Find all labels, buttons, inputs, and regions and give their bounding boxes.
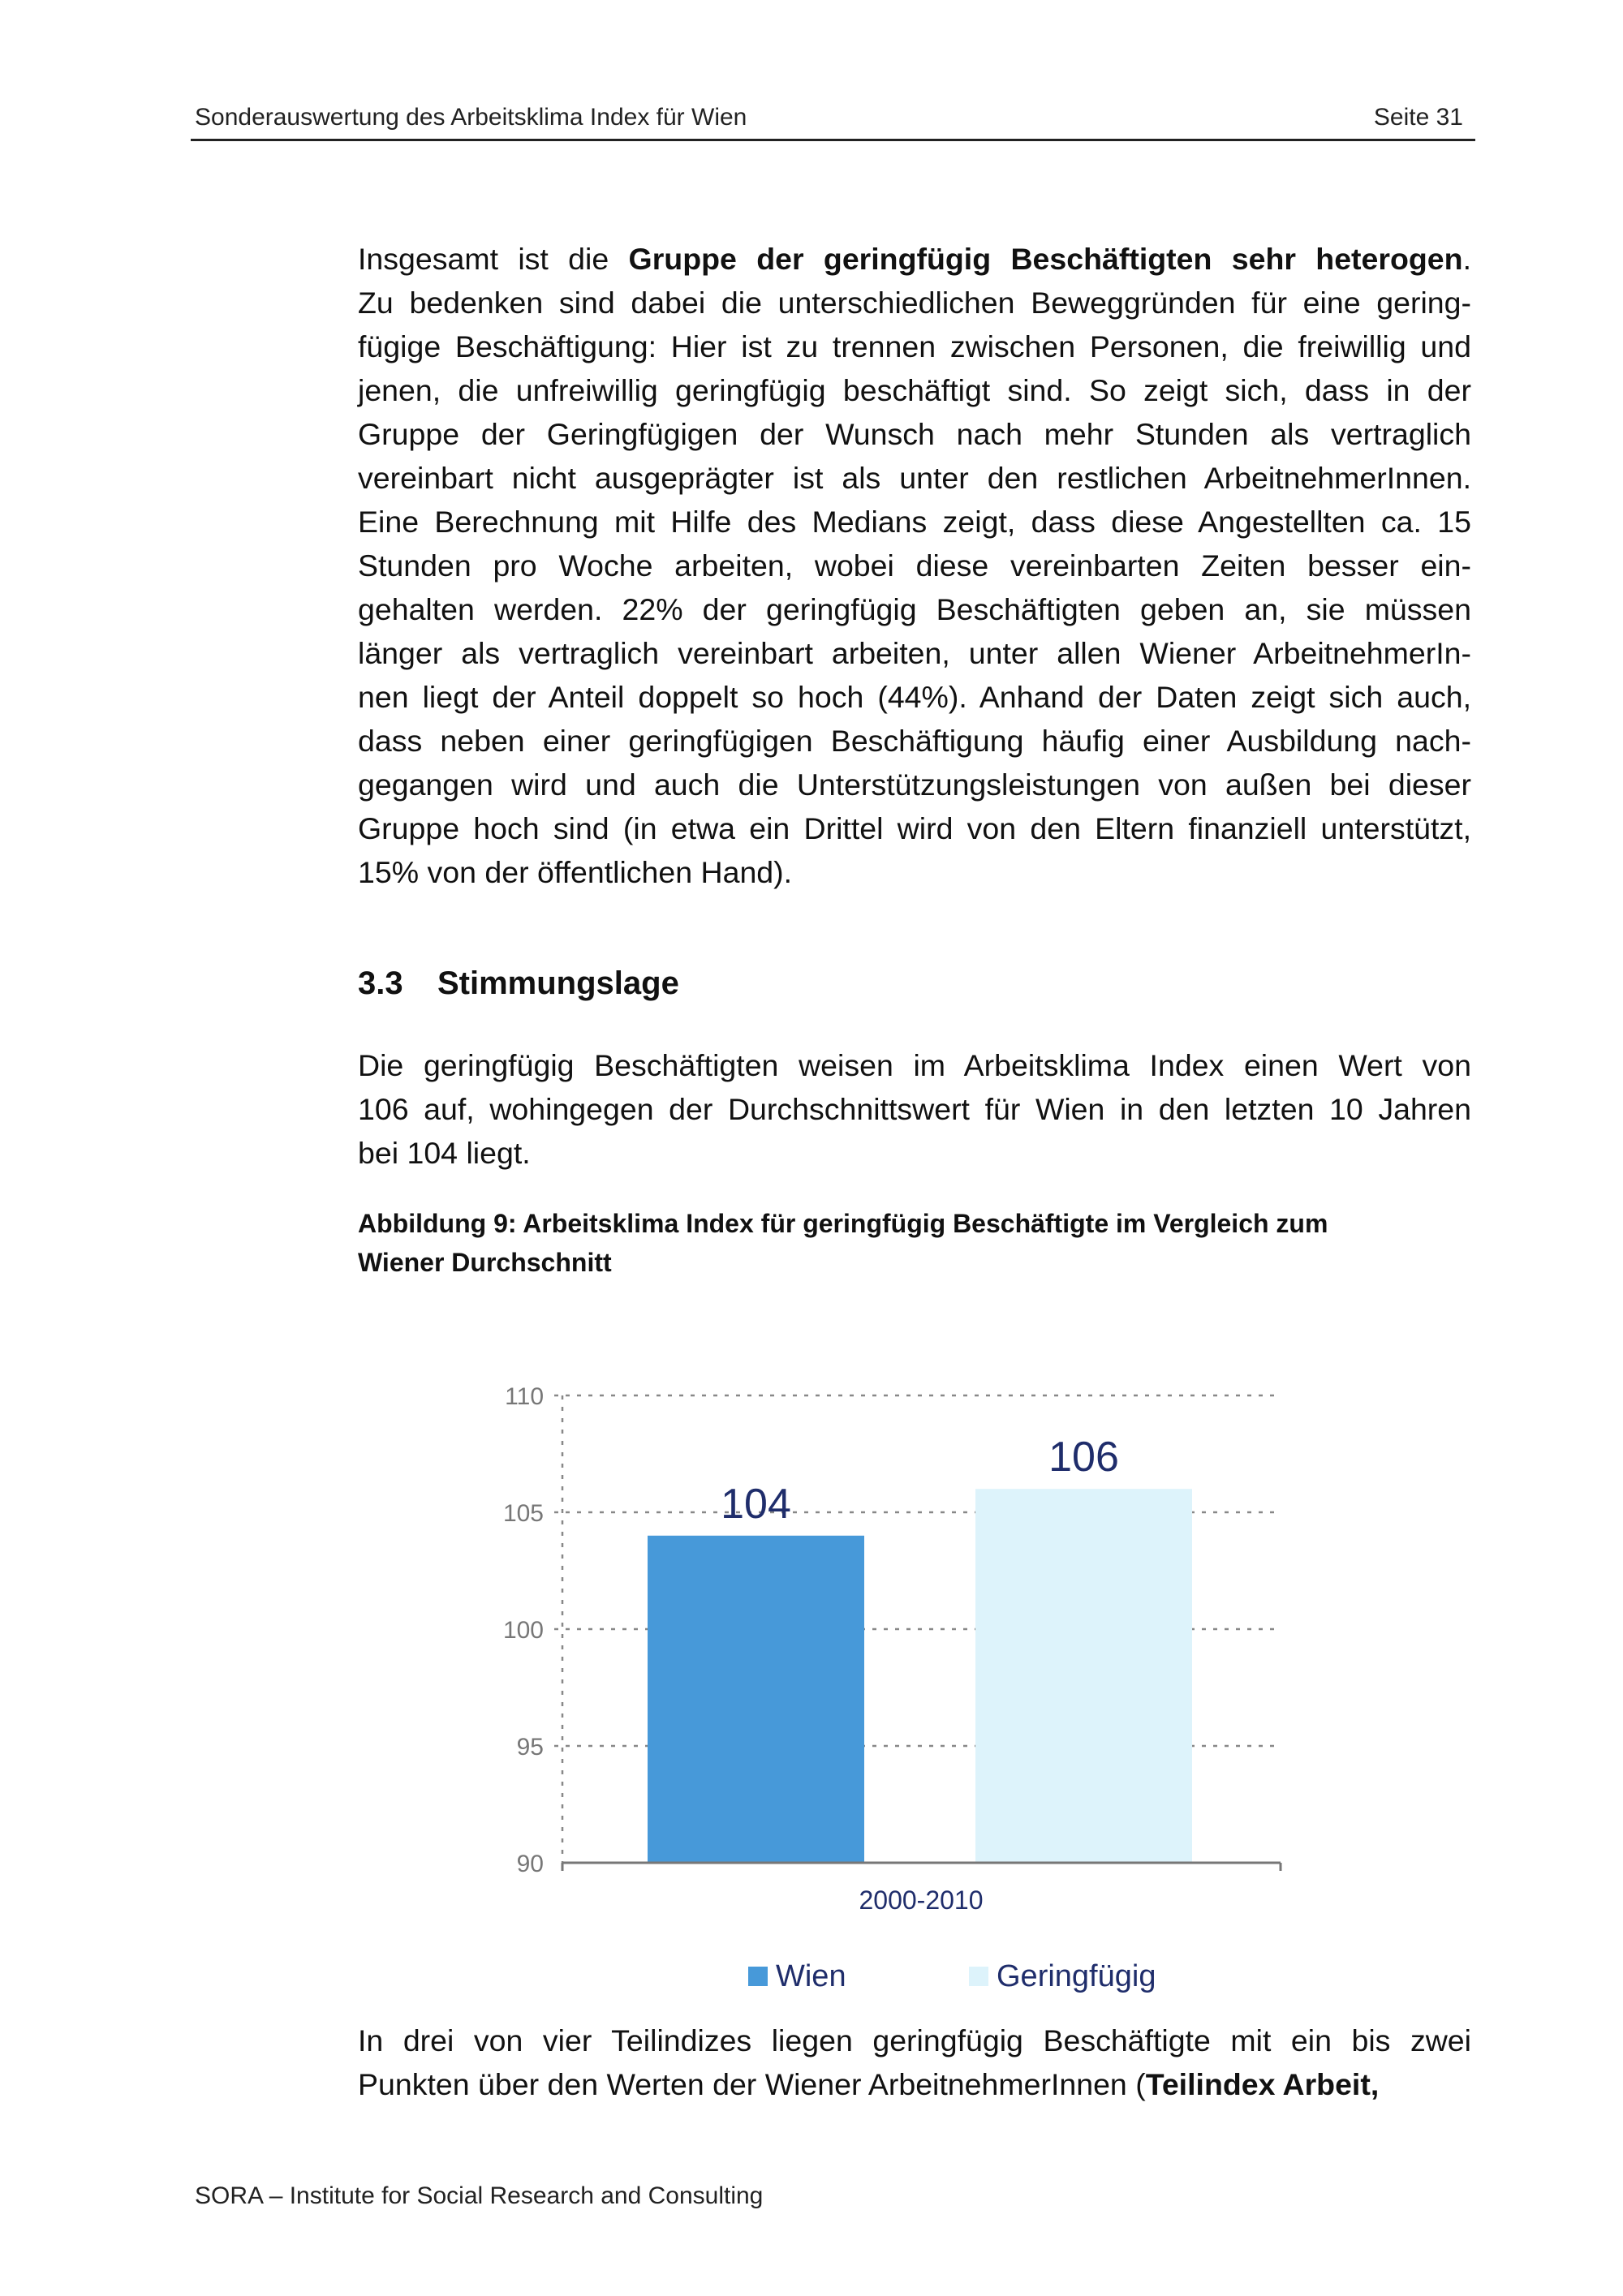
y-tick-label: 90 (516, 1851, 544, 1877)
bar-wien (648, 1536, 864, 1863)
text-line (358, 237, 1471, 281)
text-line: Gruppe hoch sind (in etwa ein Drittel wird von den Eltern finanziell unterstützt, (358, 811, 1471, 845)
text-line: 15% von der öffentlichen Hand). (358, 855, 793, 889)
text-line: fügige Beschäftigung: Hier ist zu trennen zwischen Personen, die freiwillig und (358, 329, 1471, 363)
legend-label: Geringfügig (997, 1959, 1156, 1993)
text-line: dass neben einer geringfügigen Beschäftigung häufig einer Ausbildung nach- (358, 724, 1471, 758)
text-line: Gruppe der Geringfügigen der Wunsch nach mehr Stunden als vertraglich (358, 417, 1471, 451)
text-line: Stunden pro Woche arbeiten, wobei diese vereinbarten Zeiten besser ein- (358, 548, 1471, 583)
header-rule (191, 139, 1475, 141)
data-label: 106 (1048, 1434, 1119, 1481)
text-line: bei 104 liegt. (358, 1136, 531, 1170)
text-line: gehalten werden. 22% der geringfügig Beschäftigten geben an, sie müssen (358, 592, 1471, 626)
figure-caption-line: Abbildung 9: Arbeitsklima Index für geringfügig Beschäftigte im Vergleich zum (358, 1209, 1328, 1238)
data-label: 104 (721, 1480, 791, 1528)
legend-swatch (748, 1967, 768, 1986)
text-line: Zu bedenken sind dabei die unterschiedlichen Beweggründen für eine gering- (358, 286, 1471, 320)
running-header-title: Sonderauswertung des Arbeitsklima Index für Wien (195, 104, 747, 131)
text-line: 106 auf, wohingegen der Durchschnittswert für Wien in den letzten 10 Jahren (358, 1092, 1471, 1126)
text-line: vereinbart nicht ausgeprägter ist als unter den restlichen ArbeitnehmerInnen. (358, 461, 1471, 495)
legend-label: Wien (776, 1959, 846, 1993)
section-title: Stimmungslage (437, 965, 679, 1001)
text-line: nen liegt der Anteil doppelt so hoch (44%). Anhand der Daten zeigt sich auch, (358, 680, 1471, 714)
text-line: In drei von vier Teilindizes liegen geringfügig Beschäftigte mit ein bis zwei (358, 2023, 1471, 2057)
text-line: Eine Berechnung mit Hilfe des Medians zeigt, dass diese Angestellten ca. 15 (358, 505, 1471, 539)
bar-geringfügig (975, 1489, 1192, 1863)
section-heading (358, 965, 679, 1002)
y-tick-label: 95 (516, 1734, 544, 1761)
bold-text: Teilindex Arbeit, (1145, 2067, 1380, 2101)
bar-chart (487, 1363, 1339, 2012)
text-line: Die geringfügig Beschäftigten weisen im Arbeitsklima Index einen Wert von (358, 1048, 1471, 1082)
text: . (1462, 242, 1471, 276)
text-line (358, 2062, 1471, 2106)
text-line: gegangen wird und auch die Unterstützungsleistungen von außen bei dieser (358, 767, 1471, 802)
x-category-label: 2000-2010 (859, 1885, 984, 1915)
section-number: 3.3 (358, 965, 403, 1001)
page-number: Seite 31 (1373, 104, 1463, 131)
footer: SORA – Institute for Social Research and Consulting (195, 2182, 764, 2209)
text-line: länger als vertraglich vereinbart arbeiten, unter allen Wiener ArbeitnehmerIn- (358, 636, 1471, 670)
text: Insgesamt ist die (358, 242, 629, 276)
y-tick-label: 110 (505, 1383, 544, 1410)
legend-swatch (969, 1967, 988, 1986)
figure-caption-line: Wiener Durchschnitt (358, 1248, 612, 1277)
text-line: jenen, die unfreiwillig geringfügig beschäftigt sind. So zeigt sich, dass in der (358, 373, 1471, 407)
y-tick-label: 105 (502, 1500, 544, 1527)
bold-text: Gruppe der geringfügig Beschäftigten sehr heterogen (628, 242, 1463, 276)
y-tick-label: 100 (502, 1617, 544, 1644)
text: Punkten über den Werten der Wiener ArbeitnehmerInnen ( (358, 2067, 1146, 2101)
